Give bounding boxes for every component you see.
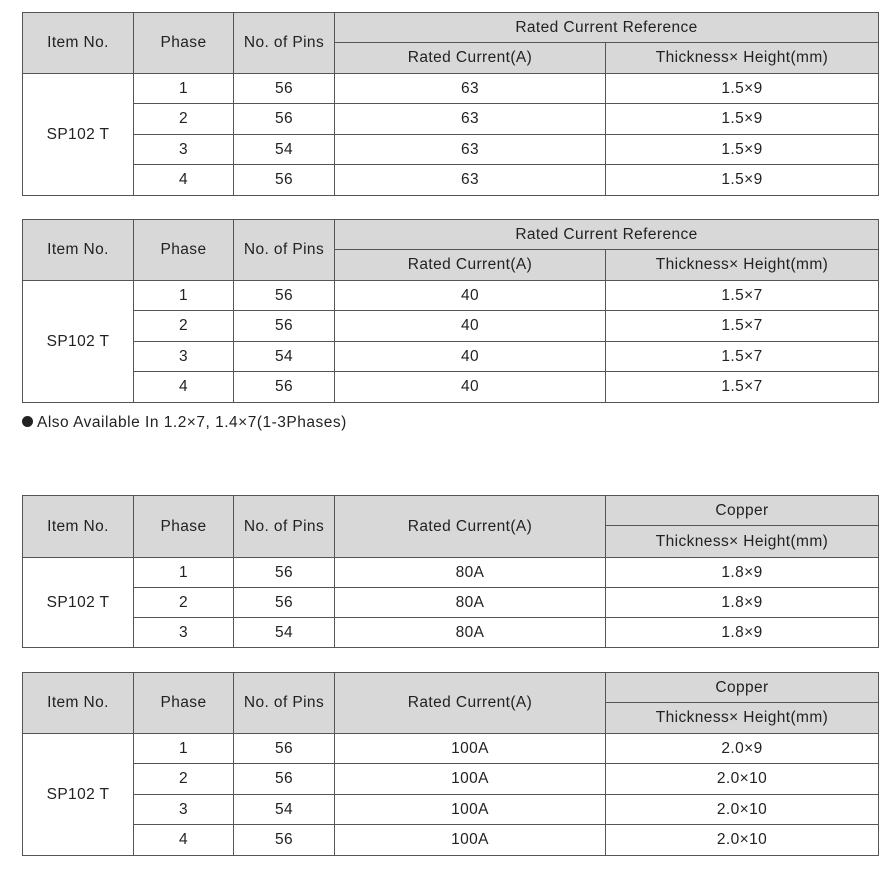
phase-cell: 3 bbox=[134, 795, 234, 825]
current-cell: 63 bbox=[335, 165, 606, 196]
pins-cell: 56 bbox=[234, 104, 335, 135]
header-group: Rated Current Reference bbox=[335, 220, 879, 250]
pins-cell: 56 bbox=[234, 281, 335, 311]
header-current: Rated Current(A) bbox=[335, 43, 606, 74]
header-item-no: Item No. bbox=[23, 220, 134, 281]
header-pins: No. of Pins bbox=[234, 496, 335, 558]
pins-cell: 56 bbox=[234, 372, 335, 403]
size-cell: 1.8×9 bbox=[606, 588, 879, 618]
phase-cell: 1 bbox=[134, 74, 234, 104]
header-item-no: Item No. bbox=[23, 673, 134, 734]
current-cell: 100A bbox=[335, 734, 606, 764]
current-cell: 40 bbox=[335, 311, 606, 342]
phase-cell: 4 bbox=[134, 372, 234, 403]
current-cell: 40 bbox=[335, 342, 606, 372]
phase-cell: 1 bbox=[134, 558, 234, 588]
header-current: Rated Current(A) bbox=[335, 673, 606, 734]
pins-cell: 56 bbox=[234, 165, 335, 196]
header-phase: Phase bbox=[134, 13, 234, 74]
pins-cell: 54 bbox=[234, 618, 335, 648]
header-phase: Phase bbox=[134, 220, 234, 281]
phase-cell: 1 bbox=[134, 281, 234, 311]
item-cell: SP102 T bbox=[23, 734, 134, 856]
pins-cell: 54 bbox=[234, 342, 335, 372]
header-group: Copper bbox=[606, 496, 879, 526]
current-cell: 80A bbox=[335, 558, 606, 588]
current-cell: 63 bbox=[335, 104, 606, 135]
pins-cell: 56 bbox=[234, 588, 335, 618]
size-cell: 1.5×7 bbox=[606, 342, 879, 372]
phase-cell: 2 bbox=[134, 311, 234, 342]
size-cell: 1.5×7 bbox=[606, 372, 879, 403]
item-cell: SP102 T bbox=[23, 558, 134, 648]
pins-cell: 56 bbox=[234, 825, 335, 856]
header-group: Rated Current Reference bbox=[335, 13, 879, 43]
pins-cell: 54 bbox=[234, 795, 335, 825]
bullet-icon bbox=[22, 416, 33, 427]
current-cell: 100A bbox=[335, 764, 606, 795]
size-cell: 2.0×10 bbox=[606, 764, 879, 795]
phase-cell: 4 bbox=[134, 165, 234, 196]
current-cell: 63 bbox=[335, 135, 606, 165]
size-cell: 1.5×9 bbox=[606, 135, 879, 165]
pins-cell: 56 bbox=[234, 558, 335, 588]
pins-cell: 56 bbox=[234, 74, 335, 104]
size-cell: 2.0×9 bbox=[606, 734, 879, 764]
current-cell: 80A bbox=[335, 588, 606, 618]
current-cell: 40 bbox=[335, 372, 606, 403]
header-thickness: Thickness× Height(mm) bbox=[606, 43, 879, 74]
header-thickness: Thickness× Height(mm) bbox=[606, 703, 879, 734]
header-phase: Phase bbox=[134, 496, 234, 558]
header-current: Rated Current(A) bbox=[335, 496, 606, 558]
size-cell: 1.5×7 bbox=[606, 311, 879, 342]
spec-table-1 bbox=[22, 12, 879, 196]
phase-cell: 3 bbox=[134, 618, 234, 648]
header-group: Copper bbox=[606, 673, 879, 703]
phase-cell: 3 bbox=[134, 135, 234, 165]
header-thickness: Thickness× Height(mm) bbox=[606, 526, 879, 558]
phase-cell: 2 bbox=[134, 764, 234, 795]
availability-note bbox=[22, 414, 347, 432]
item-cell: SP102 T bbox=[23, 74, 134, 196]
header-pins: No. of Pins bbox=[234, 13, 335, 74]
current-cell: 100A bbox=[335, 795, 606, 825]
pins-cell: 56 bbox=[234, 734, 335, 764]
phase-cell: 4 bbox=[134, 825, 234, 856]
phase-cell: 2 bbox=[134, 104, 234, 135]
current-cell: 100A bbox=[335, 825, 606, 856]
size-cell: 2.0×10 bbox=[606, 825, 879, 856]
size-cell: 1.5×9 bbox=[606, 104, 879, 135]
pins-cell: 56 bbox=[234, 311, 335, 342]
current-cell: 80A bbox=[335, 618, 606, 648]
spec-table-4 bbox=[22, 672, 879, 856]
item-cell: SP102 T bbox=[23, 281, 134, 403]
header-phase: Phase bbox=[134, 673, 234, 734]
size-cell: 2.0×10 bbox=[606, 795, 879, 825]
size-cell: 1.8×9 bbox=[606, 558, 879, 588]
availability-note-text: Also Available In 1.2×7, 1.4×7(1-3Phases) bbox=[37, 414, 347, 431]
size-cell: 1.5×9 bbox=[606, 165, 879, 196]
header-current: Rated Current(A) bbox=[335, 250, 606, 281]
spec-table-3 bbox=[22, 495, 879, 648]
header-pins: No. of Pins bbox=[234, 220, 335, 281]
size-cell: 1.5×9 bbox=[606, 74, 879, 104]
current-cell: 63 bbox=[335, 74, 606, 104]
pins-cell: 56 bbox=[234, 764, 335, 795]
pins-cell: 54 bbox=[234, 135, 335, 165]
size-cell: 1.8×9 bbox=[606, 618, 879, 648]
header-item-no: Item No. bbox=[23, 13, 134, 74]
header-thickness: Thickness× Height(mm) bbox=[606, 250, 879, 281]
phase-cell: 1 bbox=[134, 734, 234, 764]
phase-cell: 3 bbox=[134, 342, 234, 372]
spec-table-2 bbox=[22, 219, 879, 403]
size-cell: 1.5×7 bbox=[606, 281, 879, 311]
header-item-no: Item No. bbox=[23, 496, 134, 558]
current-cell: 40 bbox=[335, 281, 606, 311]
header-pins: No. of Pins bbox=[234, 673, 335, 734]
phase-cell: 2 bbox=[134, 588, 234, 618]
